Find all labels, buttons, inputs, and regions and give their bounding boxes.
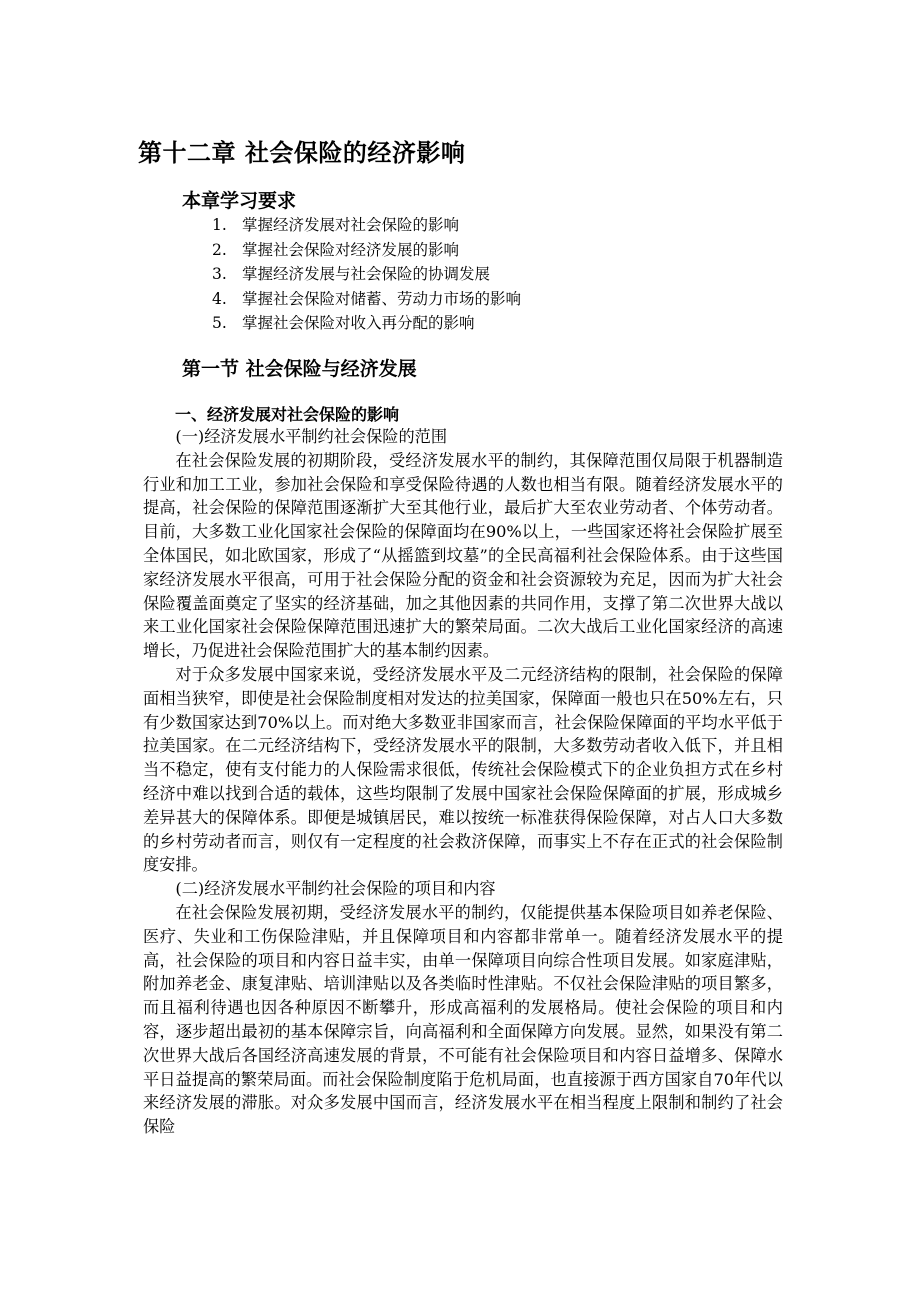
paragraph: 在社会保险发展的初期阶段，受经济发展水平的制约，其保障范围仅局限于机器制造行业和加工工业，参加社会保险和享受保险待遇的人数也相当有限。随着经济发展水平的提高，社会保险的保障范围逐渐扩大至其他行业，最后扩大至农业劳动者、个体劳动者。目前，大多数工业化国家社会保险的保障面均在90%以上，一些国家还将社会保险扩展至全体国民，如北欧国家，形成了“从摇篮到坟墓”的全民高福利社会保险体系。由于这些国家经济发展水平很高，可用于社会保险分配的资金和社会资源较为充足，因而为扩大社会保险覆盖面奠定了坚实的经济基础，加之其他因素的共同作用，支撑了第二次世界大战以来工业化国家社会保险保障范围迅速扩大的繁荣局面。二次大战后工业化国家经济的高速增长，乃促进社会保险范围扩大的基本制约因素。 bbox=[143, 450, 783, 661]
requirement-text: 掌握社会保险对收入再分配的影响 bbox=[242, 314, 475, 333]
section-title: 第一节 社会保险与经济发展 bbox=[182, 358, 417, 380]
requirement-number: 4. bbox=[212, 289, 227, 308]
requirement-text: 掌握社会保险对经济发展的影响 bbox=[242, 240, 460, 259]
requirement-number: 2. bbox=[212, 240, 227, 259]
requirement-text: 掌握经济发展对社会保险的影响 bbox=[242, 216, 460, 234]
requirement-item bbox=[212, 311, 521, 336]
subheading-scope: (一)经济发展水平制约社会保险的范围 bbox=[175, 427, 448, 446]
chapter-title: 第十二章 社会保险的经济影响 bbox=[138, 139, 466, 167]
requirement-number: 3. bbox=[212, 265, 227, 284]
requirement-item bbox=[212, 287, 521, 312]
requirement-text: 掌握社会保险对储蓄、劳动力市场的影响 bbox=[242, 289, 522, 308]
requirement-number: 5. bbox=[212, 314, 227, 333]
paragraph: 在社会保险发展初期，受经济发展水平的制约，仅能提供基本保险项目如养老保险、医疗、失业和工伤保险津贴，并且保障项目和内容都非常单一。随着经济发展水平的提高，社会保险的项目和内容日益丰实，由单一保障项目向综合性项目发展。如家庭津贴，附加养老金、康复津贴、培训津贴以及各类临时性津贴。不仅社会保险津贴的项目繁多，而且福利待遇也因各种原因不断攀升，形成高福利的发展格局。使社会保险的项目和内容，逐步超出最初的基本保障宗旨，向高福利和全面保障方向发展。显然，如果没有第二次世界大战后各国经济高速发展的背景，不可能有社会保险项目和内容日益增多、保障水平日益提高的繁荣局面。而社会保险制度陷于危机局面，也直接源于西方国家自70年代以来经济发展的滞胀。对众多发展中国而言，经济发展水平在相当程度上限制和制约了社会保险 bbox=[143, 902, 783, 1137]
requirements-heading: 本章学习要求 bbox=[182, 190, 297, 212]
requirement-item bbox=[212, 262, 521, 287]
requirement-text: 掌握经济发展与社会保险的协调发展 bbox=[242, 265, 491, 284]
section-heading: 一、经济发展对社会保险的影响 bbox=[175, 405, 400, 424]
body-text bbox=[143, 425, 783, 1139]
subheading-items: (二)经济发展水平制约社会保险的项目和内容 bbox=[175, 879, 496, 899]
paragraph: 对于众多发展中国家来说，受经济发展水平及二元经济结构的限制，社会保险的保障面相当狭窄，即使是社会保险制度相对发达的拉美国家，保障面一般也只在50%左右，只有少数国家达到70%以上。而对绝大多数亚非国家而言，社会保险保障面的平均水平低于拉美国家。在二元经济结构下，受经济发展水平的限制，大多数劳动者收入低下，并且相当不稳定，使有支付能力的人保险需求很低，传统社会保险模式下的企业负担方式在乡村经济中难以找到合适的载体，这些均限制了发展中国家社会保险保障面的扩展，形成城乡差异甚大的保障体系。即便是城镇居民，难以按统一标准获得保险保障，对占人口大多数的乡村劳动者而言，则仅有一定程度的社会救济保障，而事实上不存在正式的社会保险制度安排。 bbox=[143, 664, 783, 875]
requirement-item bbox=[212, 213, 521, 238]
requirement-number: 1. bbox=[212, 216, 227, 234]
requirements-list bbox=[212, 213, 521, 336]
requirement-item bbox=[212, 238, 521, 263]
